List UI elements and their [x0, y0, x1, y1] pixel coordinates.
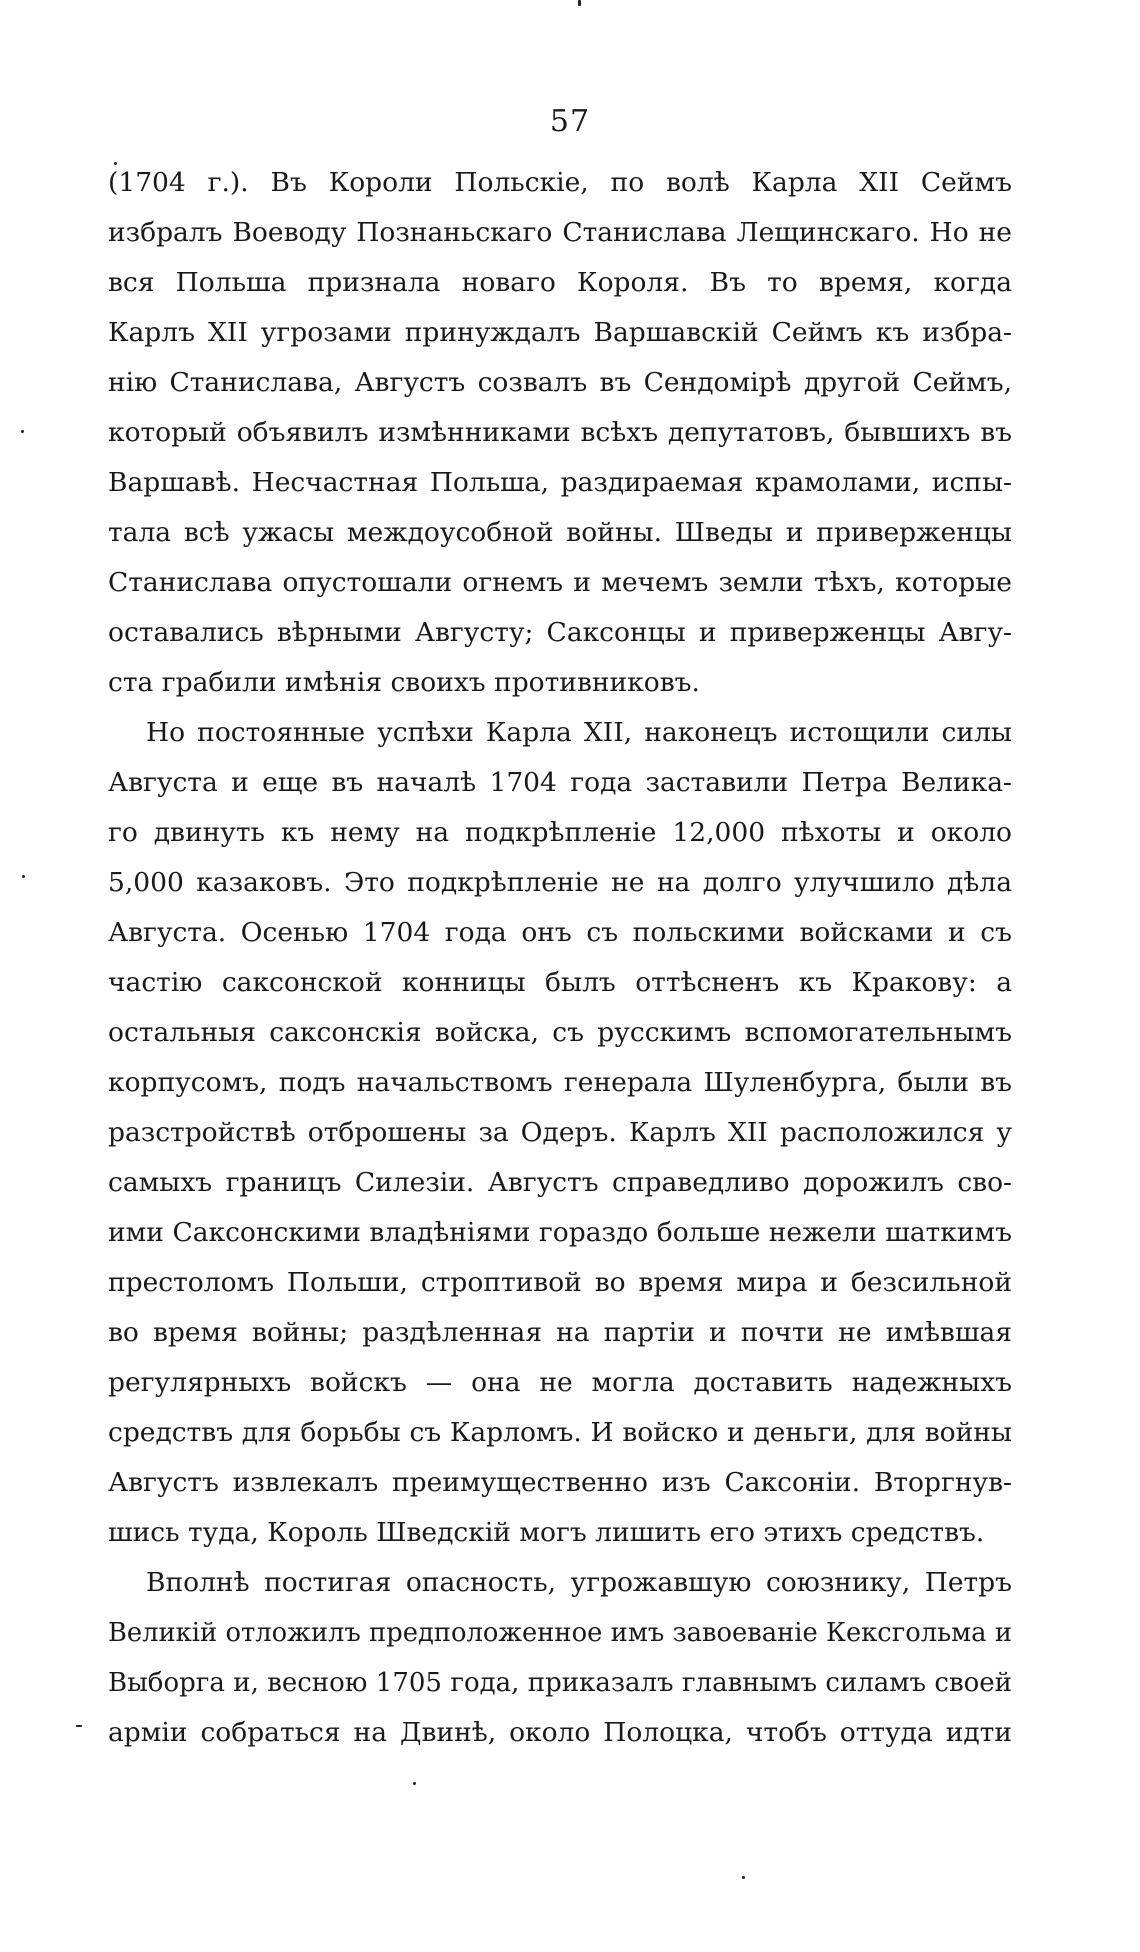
text-line: Великій отложилъ предположенное имъ завоеваніе Кексгольма и: [108, 1618, 1012, 1648]
speck-mark: [578, 0, 581, 6]
text-line: оставались вѣрными Августу; Саксонцы и приверженцы Авгу-: [108, 617, 1012, 648]
text-line: Августа. Осенью 1704 года онъ съ польскими войсками и съ: [108, 917, 1012, 948]
text-line: вся Польша признала новаго Короля. Въ то время, когда: [108, 267, 1012, 298]
text-line: средствъ для борьбы съ Карломъ. И войско и деньги, для войны: [108, 1417, 1012, 1448]
speck-mark: [22, 875, 25, 878]
speck-mark: [21, 430, 24, 433]
text-line: Выборга и, весною 1705 года, приказалъ главнымъ силамъ своей: [108, 1668, 1012, 1698]
text-line: корпусомъ, подъ начальствомъ генерала Шуленбурга, были въ: [108, 1067, 1012, 1098]
text-line: регулярныхъ войскъ — она не могла доставить надежныхъ: [108, 1367, 1012, 1398]
text-line: Карлъ XII угрозами принуждалъ Варшавскій Сеймъ къ избра-: [108, 317, 1012, 348]
text-line: остальныя саксонскія войска, съ русскимъ вспомогательнымъ: [108, 1017, 1012, 1048]
text-line: арміи собраться на Двинѣ, около Полоцка, чтобъ оттуда идти: [108, 1717, 1012, 1748]
text-line: избралъ Воеводу Познаньскаго Станислава Лещинскаго. Но не: [108, 217, 1012, 248]
text-line: ста грабили имѣнія своихъ противниковъ.: [108, 667, 700, 698]
text-line: ими Саксонскими владѣніями гораздо больше нежели шаткимъ: [108, 1217, 1012, 1248]
speck-mark: [413, 1782, 416, 1785]
text-line: (1704 г.). Въ Короли Польскіе, по волѣ Карла XII Сеймъ: [108, 167, 1012, 198]
text-line: Августъ извлекалъ преимущественно изъ Саксоніи. Вторгнув-: [108, 1467, 1012, 1498]
text-line: тала всѣ ужасы междоусобной войны. Шведы и приверженцы: [108, 517, 1012, 548]
text-line: разстройствѣ отброшены за Одеръ. Карлъ XII расположился у: [108, 1117, 1012, 1148]
text-line: Вполнѣ постигая опасность, угрожавшую союзнику, Петръ: [146, 1567, 1012, 1598]
text-line: 5,000 казаковъ. Это подкрѣпленіе не на долго улучшило дѣла: [108, 867, 1012, 898]
text-line: Но постоянные успѣхи Карла XII, наконецъ истощили силы: [146, 717, 1012, 748]
text-line: который объявилъ измѣнниками всѣхъ депутатовъ, бывшихъ въ: [108, 417, 1012, 448]
text-line: Станислава опустошали огнемъ и мечемъ земли тѣхъ, которые: [108, 567, 1012, 598]
page-number: 57: [549, 104, 591, 139]
text-line: Августа и еще въ началѣ 1704 года заставили Петра Велика-: [108, 767, 1012, 798]
speck-mark: [742, 1876, 745, 1879]
text-line: самыхъ границъ Силезіи. Августъ справедливо дорожилъ сво-: [108, 1167, 1012, 1198]
text-line: во время войны; раздѣленная на партіи и почти не имѣвшая: [108, 1317, 1012, 1348]
text-line: Варшавѣ. Несчастная Польша, раздираемая крамолами, испы-: [108, 467, 1012, 498]
text-line: го двинуть къ нему на подкрѣпленіе 12,000 пѣхоты и около: [108, 817, 1012, 848]
text-line: шись туда, Король Шведскій могъ лишить его этихъ средствъ.: [108, 1517, 985, 1548]
text-line: нію Станислава, Августъ созвалъ въ Сендомірѣ другой Сеймъ,: [108, 367, 1012, 398]
text-line: престоломъ Польши, строптивой во время мира и безсильной: [108, 1267, 1012, 1298]
text-line: частію саксонской конницы былъ оттѣсненъ къ Кракову: а: [108, 967, 1012, 998]
body-text: [108, 158, 1012, 1758]
speck-mark: [76, 1725, 82, 1727]
